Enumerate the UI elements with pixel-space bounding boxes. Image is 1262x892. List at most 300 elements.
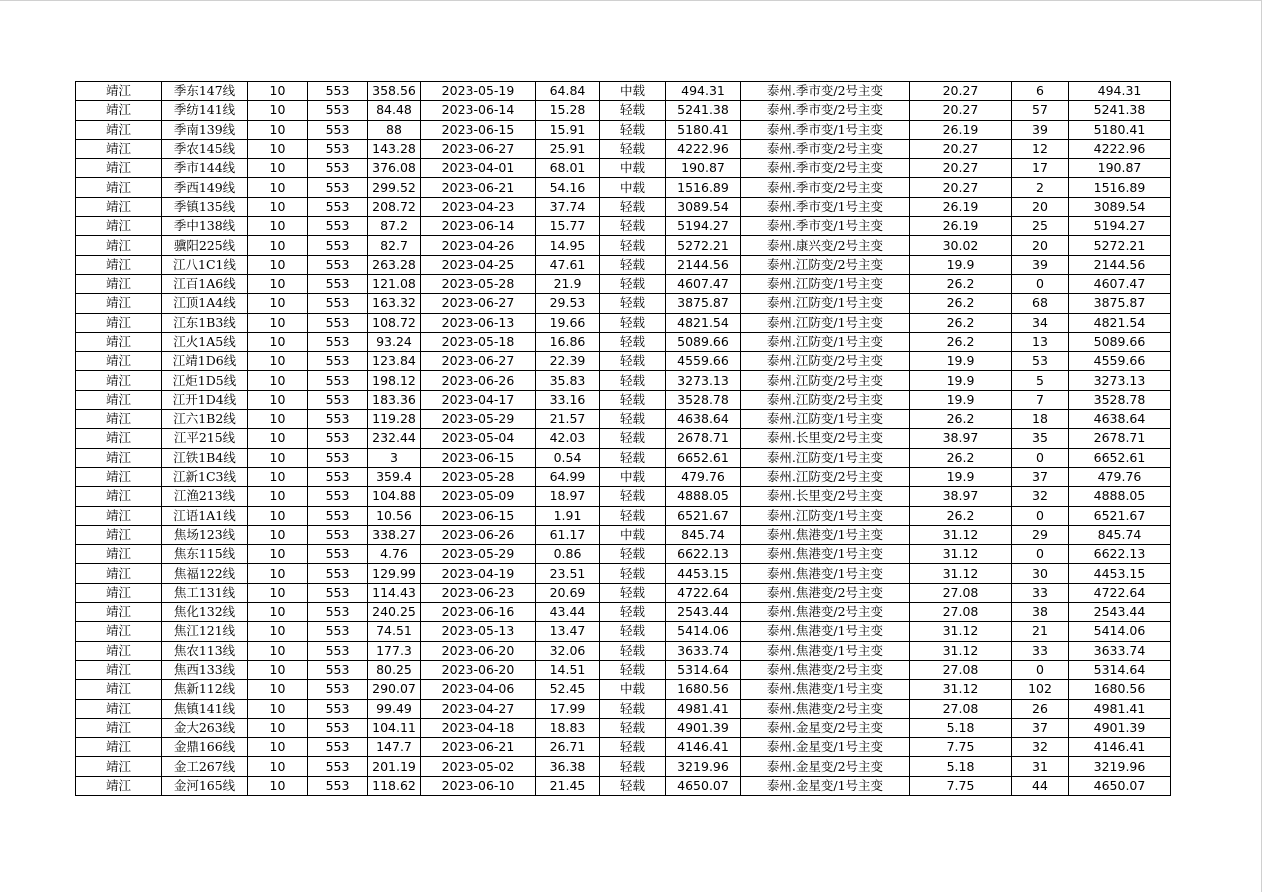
county-cell: 靖江 bbox=[76, 217, 162, 236]
open-capacity-cell: 5241.38 bbox=[1069, 101, 1171, 120]
voltage-cell: 10 bbox=[248, 159, 308, 178]
table-row bbox=[76, 178, 1171, 197]
transformer-load-rate-cell: 30.02 bbox=[910, 236, 1012, 255]
county-cell: 靖江 bbox=[76, 178, 162, 197]
load-rate-cell: 54.16 bbox=[536, 178, 600, 197]
county-cell: 靖江 bbox=[76, 274, 162, 293]
load-rate-cell: 21.57 bbox=[536, 410, 600, 429]
open-capacity-cell: 4821.54 bbox=[1069, 313, 1171, 332]
voltage-cell: 10 bbox=[248, 699, 308, 718]
transformer-load-rate-cell: 5.18 bbox=[910, 718, 1012, 737]
capacity-cell: 553 bbox=[308, 660, 368, 679]
voltage-cell: 10 bbox=[248, 776, 308, 795]
load-cell: 163.32 bbox=[368, 294, 421, 313]
load-cell: 263.28 bbox=[368, 255, 421, 274]
transformer-load-rate-cell: 38.97 bbox=[910, 487, 1012, 506]
load-status-cell: 轻载 bbox=[600, 313, 666, 332]
load-rate-cell: 35.83 bbox=[536, 371, 600, 390]
transformer-cell: 泰州.焦港变/2号主变 bbox=[741, 583, 910, 602]
load-status-cell: 轻载 bbox=[600, 429, 666, 448]
load-rate-cell: 16.86 bbox=[536, 332, 600, 351]
transformer-load-rate-cell: 38.97 bbox=[910, 429, 1012, 448]
available-capacity-cell: 1680.56 bbox=[666, 680, 741, 699]
voltage-cell: 10 bbox=[248, 429, 308, 448]
count-cell: 68 bbox=[1012, 294, 1069, 313]
table-row bbox=[76, 487, 1171, 506]
load-status-cell: 轻载 bbox=[600, 255, 666, 274]
table-body bbox=[76, 82, 1171, 796]
load-rate-cell: 0.86 bbox=[536, 545, 600, 564]
capacity-cell: 553 bbox=[308, 197, 368, 216]
transformer-cell: 泰州.金星变/1号主变 bbox=[741, 738, 910, 757]
date-cell: 2023-06-21 bbox=[421, 178, 536, 197]
load-cell: 80.25 bbox=[368, 660, 421, 679]
load-rate-cell: 23.51 bbox=[536, 564, 600, 583]
available-capacity-cell: 4650.07 bbox=[666, 776, 741, 795]
voltage-cell: 10 bbox=[248, 738, 308, 757]
capacity-cell: 553 bbox=[308, 390, 368, 409]
load-rate-cell: 15.77 bbox=[536, 217, 600, 236]
count-cell: 32 bbox=[1012, 487, 1069, 506]
line-name-cell: 金鼎166线 bbox=[162, 738, 248, 757]
count-cell: 5 bbox=[1012, 371, 1069, 390]
capacity-cell: 553 bbox=[308, 738, 368, 757]
transformer-cell: 泰州.江防变/1号主变 bbox=[741, 332, 910, 351]
count-cell: 35 bbox=[1012, 429, 1069, 448]
load-status-cell: 轻载 bbox=[600, 197, 666, 216]
line-name-cell: 季东147线 bbox=[162, 82, 248, 101]
transformer-cell: 泰州.江防变/1号主变 bbox=[741, 410, 910, 429]
line-name-cell: 江炬1D5线 bbox=[162, 371, 248, 390]
table-row bbox=[76, 583, 1171, 602]
line-name-cell: 江顶1A4线 bbox=[162, 294, 248, 313]
load-status-cell: 轻载 bbox=[600, 699, 666, 718]
available-capacity-cell: 5241.38 bbox=[666, 101, 741, 120]
open-capacity-cell: 494.31 bbox=[1069, 82, 1171, 101]
count-cell: 13 bbox=[1012, 332, 1069, 351]
county-cell: 靖江 bbox=[76, 120, 162, 139]
load-cell: 108.72 bbox=[368, 313, 421, 332]
open-capacity-cell: 5314.64 bbox=[1069, 660, 1171, 679]
line-name-cell: 焦江121线 bbox=[162, 622, 248, 641]
transformer-load-rate-cell: 31.12 bbox=[910, 545, 1012, 564]
available-capacity-cell: 5180.41 bbox=[666, 120, 741, 139]
load-rate-cell: 15.28 bbox=[536, 101, 600, 120]
voltage-cell: 10 bbox=[248, 178, 308, 197]
line-name-cell: 江东1B3线 bbox=[162, 313, 248, 332]
county-cell: 靖江 bbox=[76, 564, 162, 583]
transformer-cell: 泰州.焦港变/1号主变 bbox=[741, 545, 910, 564]
capacity-cell: 553 bbox=[308, 429, 368, 448]
count-cell: 44 bbox=[1012, 776, 1069, 795]
county-cell: 靖江 bbox=[76, 294, 162, 313]
table-row bbox=[76, 506, 1171, 525]
available-capacity-cell: 3875.87 bbox=[666, 294, 741, 313]
open-capacity-cell: 4453.15 bbox=[1069, 564, 1171, 583]
voltage-cell: 10 bbox=[248, 332, 308, 351]
voltage-cell: 10 bbox=[248, 197, 308, 216]
line-name-cell: 江平215线 bbox=[162, 429, 248, 448]
date-cell: 2023-05-18 bbox=[421, 332, 536, 351]
voltage-cell: 10 bbox=[248, 583, 308, 602]
transformer-load-rate-cell: 26.2 bbox=[910, 313, 1012, 332]
table-row bbox=[76, 352, 1171, 371]
load-cell: 4.76 bbox=[368, 545, 421, 564]
load-rate-cell: 26.71 bbox=[536, 738, 600, 757]
capacity-cell: 553 bbox=[308, 101, 368, 120]
load-cell: 123.84 bbox=[368, 352, 421, 371]
load-cell: 201.19 bbox=[368, 757, 421, 776]
load-cell: 84.48 bbox=[368, 101, 421, 120]
voltage-cell: 10 bbox=[248, 680, 308, 699]
transformer-load-rate-cell: 31.12 bbox=[910, 622, 1012, 641]
open-capacity-cell: 4981.41 bbox=[1069, 699, 1171, 718]
count-cell: 37 bbox=[1012, 718, 1069, 737]
transformer-load-rate-cell: 26.2 bbox=[910, 274, 1012, 293]
date-cell: 2023-06-13 bbox=[421, 313, 536, 332]
capacity-cell: 553 bbox=[308, 120, 368, 139]
count-cell: 102 bbox=[1012, 680, 1069, 699]
available-capacity-cell: 4981.41 bbox=[666, 699, 741, 718]
voltage-cell: 10 bbox=[248, 352, 308, 371]
date-cell: 2023-05-28 bbox=[421, 467, 536, 486]
date-cell: 2023-05-13 bbox=[421, 622, 536, 641]
county-cell: 靖江 bbox=[76, 159, 162, 178]
open-capacity-cell: 190.87 bbox=[1069, 159, 1171, 178]
county-cell: 靖江 bbox=[76, 545, 162, 564]
load-status-cell: 轻载 bbox=[600, 352, 666, 371]
transformer-load-rate-cell: 31.12 bbox=[910, 525, 1012, 544]
date-cell: 2023-04-18 bbox=[421, 718, 536, 737]
load-rate-cell: 32.06 bbox=[536, 641, 600, 660]
line-name-cell: 江八1C1线 bbox=[162, 255, 248, 274]
line-name-cell: 焦福122线 bbox=[162, 564, 248, 583]
county-cell: 靖江 bbox=[76, 139, 162, 158]
count-cell: 33 bbox=[1012, 641, 1069, 660]
count-cell: 20 bbox=[1012, 236, 1069, 255]
open-capacity-cell: 845.74 bbox=[1069, 525, 1171, 544]
load-status-cell: 轻载 bbox=[600, 564, 666, 583]
load-status-cell: 中载 bbox=[600, 82, 666, 101]
open-capacity-cell: 4650.07 bbox=[1069, 776, 1171, 795]
transformer-load-rate-cell: 19.9 bbox=[910, 371, 1012, 390]
load-rate-cell: 36.38 bbox=[536, 757, 600, 776]
available-capacity-cell: 4222.96 bbox=[666, 139, 741, 158]
count-cell: 26 bbox=[1012, 699, 1069, 718]
capacity-cell: 553 bbox=[308, 255, 368, 274]
county-cell: 靖江 bbox=[76, 255, 162, 274]
load-status-cell: 轻载 bbox=[600, 603, 666, 622]
transformer-cell: 泰州.焦港变/1号主变 bbox=[741, 680, 910, 699]
transformer-cell: 泰州.季市变/2号主变 bbox=[741, 82, 910, 101]
load-rate-cell: 20.69 bbox=[536, 583, 600, 602]
load-rate-cell: 17.99 bbox=[536, 699, 600, 718]
transformer-cell: 泰州.季市变/2号主变 bbox=[741, 101, 910, 120]
count-cell: 17 bbox=[1012, 159, 1069, 178]
load-cell: 104.11 bbox=[368, 718, 421, 737]
load-rate-cell: 33.16 bbox=[536, 390, 600, 409]
count-cell: 33 bbox=[1012, 583, 1069, 602]
date-cell: 2023-06-14 bbox=[421, 217, 536, 236]
available-capacity-cell: 5272.21 bbox=[666, 236, 741, 255]
available-capacity-cell: 4722.64 bbox=[666, 583, 741, 602]
table-row bbox=[76, 120, 1171, 139]
open-capacity-cell: 3273.13 bbox=[1069, 371, 1171, 390]
transformer-load-rate-cell: 26.2 bbox=[910, 294, 1012, 313]
table-row bbox=[76, 197, 1171, 216]
capacity-cell: 553 bbox=[308, 82, 368, 101]
available-capacity-cell: 1516.89 bbox=[666, 178, 741, 197]
table-row bbox=[76, 255, 1171, 274]
open-capacity-cell: 5272.21 bbox=[1069, 236, 1171, 255]
table-row bbox=[76, 101, 1171, 120]
load-rate-cell: 14.51 bbox=[536, 660, 600, 679]
transformer-load-rate-cell: 20.27 bbox=[910, 159, 1012, 178]
load-rate-cell: 15.91 bbox=[536, 120, 600, 139]
load-cell: 376.08 bbox=[368, 159, 421, 178]
county-cell: 靖江 bbox=[76, 738, 162, 757]
table-row bbox=[76, 718, 1171, 737]
load-status-cell: 轻载 bbox=[600, 545, 666, 564]
available-capacity-cell: 4638.64 bbox=[666, 410, 741, 429]
transformer-cell: 泰州.季市变/1号主变 bbox=[741, 217, 910, 236]
count-cell: 34 bbox=[1012, 313, 1069, 332]
available-capacity-cell: 4607.47 bbox=[666, 274, 741, 293]
load-cell: 299.52 bbox=[368, 178, 421, 197]
table-row bbox=[76, 429, 1171, 448]
transformer-load-rate-cell: 26.19 bbox=[910, 197, 1012, 216]
load-rate-cell: 21.9 bbox=[536, 274, 600, 293]
load-rate-cell: 64.99 bbox=[536, 467, 600, 486]
table-row bbox=[76, 332, 1171, 351]
date-cell: 2023-06-27 bbox=[421, 139, 536, 158]
voltage-cell: 10 bbox=[248, 236, 308, 255]
load-cell: 87.2 bbox=[368, 217, 421, 236]
date-cell: 2023-04-23 bbox=[421, 197, 536, 216]
open-capacity-cell: 2144.56 bbox=[1069, 255, 1171, 274]
transformer-cell: 泰州.江防变/2号主变 bbox=[741, 352, 910, 371]
line-name-cell: 江靖1D6线 bbox=[162, 352, 248, 371]
county-cell: 靖江 bbox=[76, 641, 162, 660]
line-name-cell: 焦场123线 bbox=[162, 525, 248, 544]
open-capacity-cell: 4888.05 bbox=[1069, 487, 1171, 506]
capacity-cell: 553 bbox=[308, 352, 368, 371]
transformer-load-rate-cell: 27.08 bbox=[910, 603, 1012, 622]
line-name-cell: 金河165线 bbox=[162, 776, 248, 795]
date-cell: 2023-05-19 bbox=[421, 82, 536, 101]
transformer-load-rate-cell: 31.12 bbox=[910, 680, 1012, 699]
count-cell: 7 bbox=[1012, 390, 1069, 409]
transformer-load-rate-cell: 20.27 bbox=[910, 82, 1012, 101]
load-cell: 183.36 bbox=[368, 390, 421, 409]
load-status-cell: 轻载 bbox=[600, 757, 666, 776]
count-cell: 20 bbox=[1012, 197, 1069, 216]
capacity-cell: 553 bbox=[308, 178, 368, 197]
date-cell: 2023-05-02 bbox=[421, 757, 536, 776]
open-capacity-cell: 2543.44 bbox=[1069, 603, 1171, 622]
load-cell: 143.28 bbox=[368, 139, 421, 158]
load-status-cell: 轻载 bbox=[600, 332, 666, 351]
county-cell: 靖江 bbox=[76, 680, 162, 699]
open-capacity-cell: 5194.27 bbox=[1069, 217, 1171, 236]
date-cell: 2023-06-26 bbox=[421, 371, 536, 390]
transformer-cell: 泰州.江防变/1号主变 bbox=[741, 294, 910, 313]
voltage-cell: 10 bbox=[248, 467, 308, 486]
available-capacity-cell: 5194.27 bbox=[666, 217, 741, 236]
voltage-cell: 10 bbox=[248, 448, 308, 467]
available-capacity-cell: 2678.71 bbox=[666, 429, 741, 448]
transformer-cell: 泰州.江防变/1号主变 bbox=[741, 274, 910, 293]
open-capacity-cell: 2678.71 bbox=[1069, 429, 1171, 448]
table-row bbox=[76, 294, 1171, 313]
capacity-cell: 553 bbox=[308, 757, 368, 776]
transformer-cell: 泰州.金星变/2号主变 bbox=[741, 757, 910, 776]
voltage-cell: 10 bbox=[248, 603, 308, 622]
table-row bbox=[76, 139, 1171, 158]
load-status-cell: 轻载 bbox=[600, 371, 666, 390]
capacity-cell: 553 bbox=[308, 680, 368, 699]
count-cell: 2 bbox=[1012, 178, 1069, 197]
date-cell: 2023-06-23 bbox=[421, 583, 536, 602]
date-cell: 2023-06-26 bbox=[421, 525, 536, 544]
table-row bbox=[76, 641, 1171, 660]
load-status-cell: 中载 bbox=[600, 178, 666, 197]
date-cell: 2023-06-20 bbox=[421, 660, 536, 679]
date-cell: 2023-06-16 bbox=[421, 603, 536, 622]
line-name-cell: 焦新112线 bbox=[162, 680, 248, 699]
load-cell: 3 bbox=[368, 448, 421, 467]
count-cell: 0 bbox=[1012, 274, 1069, 293]
voltage-cell: 10 bbox=[248, 525, 308, 544]
capacity-cell: 553 bbox=[308, 776, 368, 795]
capacity-cell: 553 bbox=[308, 641, 368, 660]
load-rate-cell: 18.83 bbox=[536, 718, 600, 737]
line-name-cell: 江渔213线 bbox=[162, 487, 248, 506]
county-cell: 靖江 bbox=[76, 506, 162, 525]
load-status-cell: 轻载 bbox=[600, 660, 666, 679]
open-capacity-cell: 4901.39 bbox=[1069, 718, 1171, 737]
transformer-cell: 泰州.长里变/2号主变 bbox=[741, 487, 910, 506]
capacity-cell: 553 bbox=[308, 139, 368, 158]
load-rate-cell: 25.91 bbox=[536, 139, 600, 158]
transformer-load-rate-cell: 27.08 bbox=[910, 660, 1012, 679]
load-status-cell: 轻载 bbox=[600, 274, 666, 293]
county-cell: 靖江 bbox=[76, 101, 162, 120]
line-name-cell: 骥阳225线 bbox=[162, 236, 248, 255]
voltage-cell: 10 bbox=[248, 82, 308, 101]
date-cell: 2023-04-19 bbox=[421, 564, 536, 583]
capacity-cell: 553 bbox=[308, 236, 368, 255]
load-rate-cell: 14.95 bbox=[536, 236, 600, 255]
county-cell: 靖江 bbox=[76, 467, 162, 486]
county-cell: 靖江 bbox=[76, 82, 162, 101]
county-cell: 靖江 bbox=[76, 487, 162, 506]
load-cell: 208.72 bbox=[368, 197, 421, 216]
date-cell: 2023-06-14 bbox=[421, 101, 536, 120]
transformer-cell: 泰州.康兴变/2号主变 bbox=[741, 236, 910, 255]
voltage-cell: 10 bbox=[248, 371, 308, 390]
line-name-cell: 季镇135线 bbox=[162, 197, 248, 216]
open-capacity-cell: 6622.13 bbox=[1069, 545, 1171, 564]
county-cell: 靖江 bbox=[76, 660, 162, 679]
count-cell: 57 bbox=[1012, 101, 1069, 120]
transformer-load-rate-cell: 19.9 bbox=[910, 352, 1012, 371]
date-cell: 2023-04-01 bbox=[421, 159, 536, 178]
date-cell: 2023-04-17 bbox=[421, 390, 536, 409]
date-cell: 2023-06-27 bbox=[421, 294, 536, 313]
transformer-load-rate-cell: 26.19 bbox=[910, 217, 1012, 236]
load-status-cell: 轻载 bbox=[600, 641, 666, 660]
open-capacity-cell: 3219.96 bbox=[1069, 757, 1171, 776]
voltage-cell: 10 bbox=[248, 217, 308, 236]
line-name-cell: 季农145线 bbox=[162, 139, 248, 158]
load-rate-cell: 61.17 bbox=[536, 525, 600, 544]
available-capacity-cell: 6652.61 bbox=[666, 448, 741, 467]
count-cell: 37 bbox=[1012, 467, 1069, 486]
line-name-cell: 焦工131线 bbox=[162, 583, 248, 602]
line-name-cell: 季市144线 bbox=[162, 159, 248, 178]
table-row bbox=[76, 82, 1171, 101]
open-capacity-cell: 4222.96 bbox=[1069, 139, 1171, 158]
county-cell: 靖江 bbox=[76, 313, 162, 332]
capacity-cell: 553 bbox=[308, 159, 368, 178]
load-status-cell: 轻载 bbox=[600, 622, 666, 641]
load-status-cell: 轻载 bbox=[600, 120, 666, 139]
load-status-cell: 轻载 bbox=[600, 236, 666, 255]
date-cell: 2023-06-21 bbox=[421, 738, 536, 757]
table-row bbox=[76, 603, 1171, 622]
line-name-cell: 江新1C3线 bbox=[162, 467, 248, 486]
load-status-cell: 轻载 bbox=[600, 410, 666, 429]
table-row bbox=[76, 699, 1171, 718]
load-cell: 240.25 bbox=[368, 603, 421, 622]
transformer-load-rate-cell: 19.9 bbox=[910, 255, 1012, 274]
transformer-load-rate-cell: 26.2 bbox=[910, 410, 1012, 429]
transformer-cell: 泰州.焦港变/1号主变 bbox=[741, 525, 910, 544]
count-cell: 0 bbox=[1012, 506, 1069, 525]
voltage-cell: 10 bbox=[248, 545, 308, 564]
count-cell: 39 bbox=[1012, 255, 1069, 274]
line-name-cell: 金工267线 bbox=[162, 757, 248, 776]
load-status-cell: 轻载 bbox=[600, 139, 666, 158]
available-capacity-cell: 479.76 bbox=[666, 467, 741, 486]
date-cell: 2023-05-28 bbox=[421, 274, 536, 293]
voltage-cell: 10 bbox=[248, 622, 308, 641]
table-row bbox=[76, 313, 1171, 332]
open-capacity-cell: 5089.66 bbox=[1069, 332, 1171, 351]
line-name-cell: 江火1A5线 bbox=[162, 332, 248, 351]
count-cell: 30 bbox=[1012, 564, 1069, 583]
transformer-load-rate-cell: 26.2 bbox=[910, 448, 1012, 467]
available-capacity-cell: 2543.44 bbox=[666, 603, 741, 622]
load-status-cell: 轻载 bbox=[600, 718, 666, 737]
transformer-load-rate-cell: 7.75 bbox=[910, 738, 1012, 757]
open-capacity-cell: 3089.54 bbox=[1069, 197, 1171, 216]
table-row bbox=[76, 738, 1171, 757]
transformer-cell: 泰州.季市变/2号主变 bbox=[741, 139, 910, 158]
capacity-cell: 553 bbox=[308, 448, 368, 467]
capacity-cell: 553 bbox=[308, 583, 368, 602]
date-cell: 2023-04-25 bbox=[421, 255, 536, 274]
date-cell: 2023-06-15 bbox=[421, 448, 536, 467]
transformer-cell: 泰州.金星变/1号主变 bbox=[741, 776, 910, 795]
table-row bbox=[76, 448, 1171, 467]
available-capacity-cell: 3273.13 bbox=[666, 371, 741, 390]
line-name-cell: 季南139线 bbox=[162, 120, 248, 139]
available-capacity-cell: 494.31 bbox=[666, 82, 741, 101]
load-rate-cell: 1.91 bbox=[536, 506, 600, 525]
capacity-cell: 553 bbox=[308, 564, 368, 583]
